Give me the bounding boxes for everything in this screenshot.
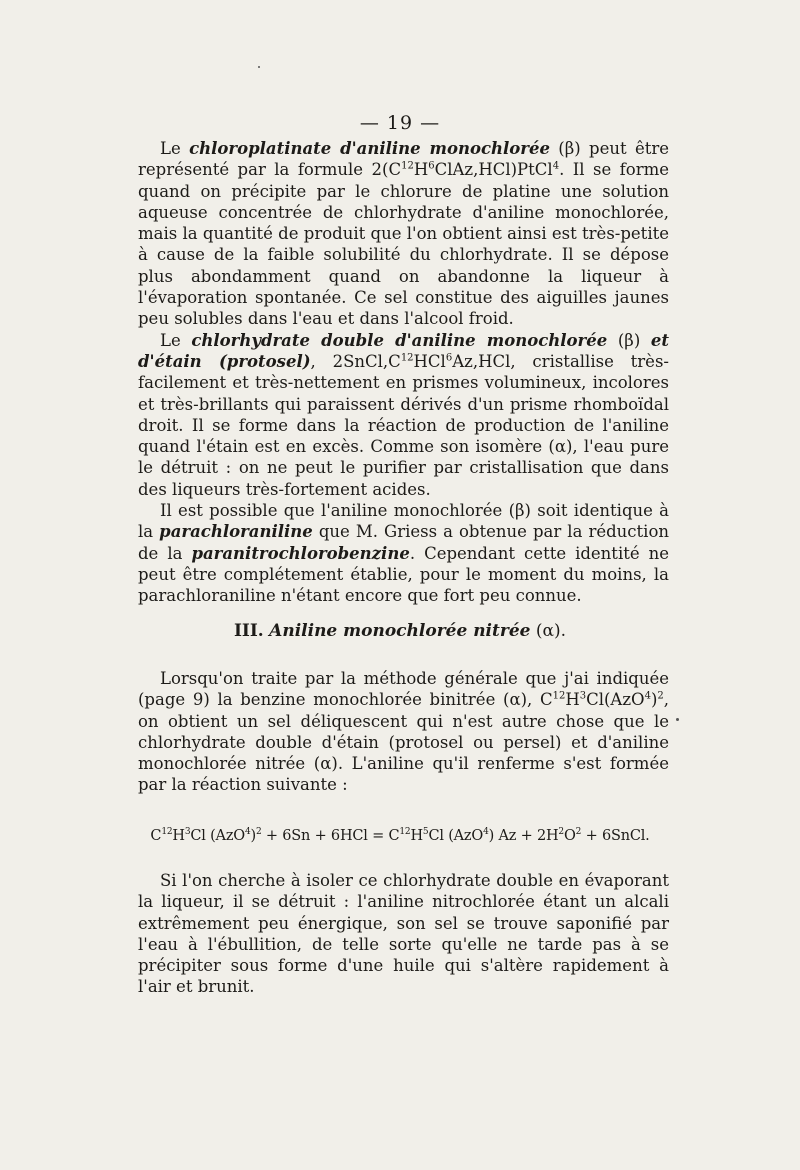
body-text-bottom xyxy=(138,870,669,998)
paper-speck xyxy=(258,66,260,68)
paragraph-chloroplatinate: Le chloroplatinate d'aniline monochlorée (β) peut être représenté par la formule $2(C^{12}H^6ClAz,HCl)PtCl^4$. Il se forme quand on précipite par le chlorure de platine une solution aqueuse concentrée de chlorhydrate d'aniline monochlorée, mais la quantité de produit que l'on obtient ainsi est très-petite à cause de la faible solubilité du chlorhydrate. Il se dépose plus abondamment quand on abandonne la liqueur à l'évaporation spontanée. Ce sel constitue des aiguilles jaunes peu solubles dans l'eau et dans l'alcool froid. xyxy=(138,139,669,329)
paragraph-methode-generale: Lorsqu'on traite par la méthode générale que j'ai indiquée (page 9) la benzine monochlorée binitrée (α), $C^{12}H^3Cl(AzO^4)^2$, on obtient un sel déliquescent qui n'est autre chose que le chlorhydrate double d'étain (protosel ou persel) et d'aniline monochlorée nitrée (α). L'aniline qu'il renferme s'est formée par la réaction suivante : xyxy=(138,669,669,795)
body-text-top xyxy=(138,138,669,607)
paper-speck xyxy=(676,718,679,721)
page-number: — 19 — xyxy=(359,112,441,134)
paragraph-isoler: Si l'on cherche à isoler ce chlorhydrate double en évaporant la liqueur, il se détruit : l'aniline nitrochlorée étant un alcali extrêmement peu énergique, son sel se trouve saponifié par l'eau à l'ébullition, de telle sorte qu'elle ne tarde pas à se précipiter sous forme d'une huile qui s'altère rapidement à l'air et brunit. xyxy=(138,871,669,997)
chemical-equation: $C^{12}H^3Cl$ $(AzO^4)^2 + 6Sn + 6HCl = C^{12}H^5Cl$ (AzO$^4$) $Az + 2H^2O^2$ + 6SnCl. xyxy=(150,827,650,844)
paragraph-chlorhydrate-double: Le chlorhydrate double d'aniline monochlorée (β) et d'étain (protosel), $2SnCl,C^{12}HCl^6Az,HCl$, cristallise très-facilement et très-nettement en prismes volumineux, incolores et très-brillants qui paraissent dérivés d'un prisme rhomboïdal droit. Il se forme dans la réaction de production de l'aniline quand l'étain est en excès. Comme son isomère (α), l'eau pure le détruit : on ne peut le purifier par cristallisation que dans des liqueurs très-fortement acides. xyxy=(138,330,670,499)
body-text-middle xyxy=(138,668,669,796)
paragraph-parachloraniline: Il est possible que l'aniline monochlorée (β) soit identique à la parachloraniline que M. Griess a obtenue par la réduction de la paranitrochlorobenzine. Cependant cette identité ne peut être complétement établie, pour le moment du moins, la parachloraniline n'étant encore que fort peu connue. xyxy=(138,501,670,606)
section-heading: III. Aniline monochlorée nitrée (α). xyxy=(233,621,567,641)
